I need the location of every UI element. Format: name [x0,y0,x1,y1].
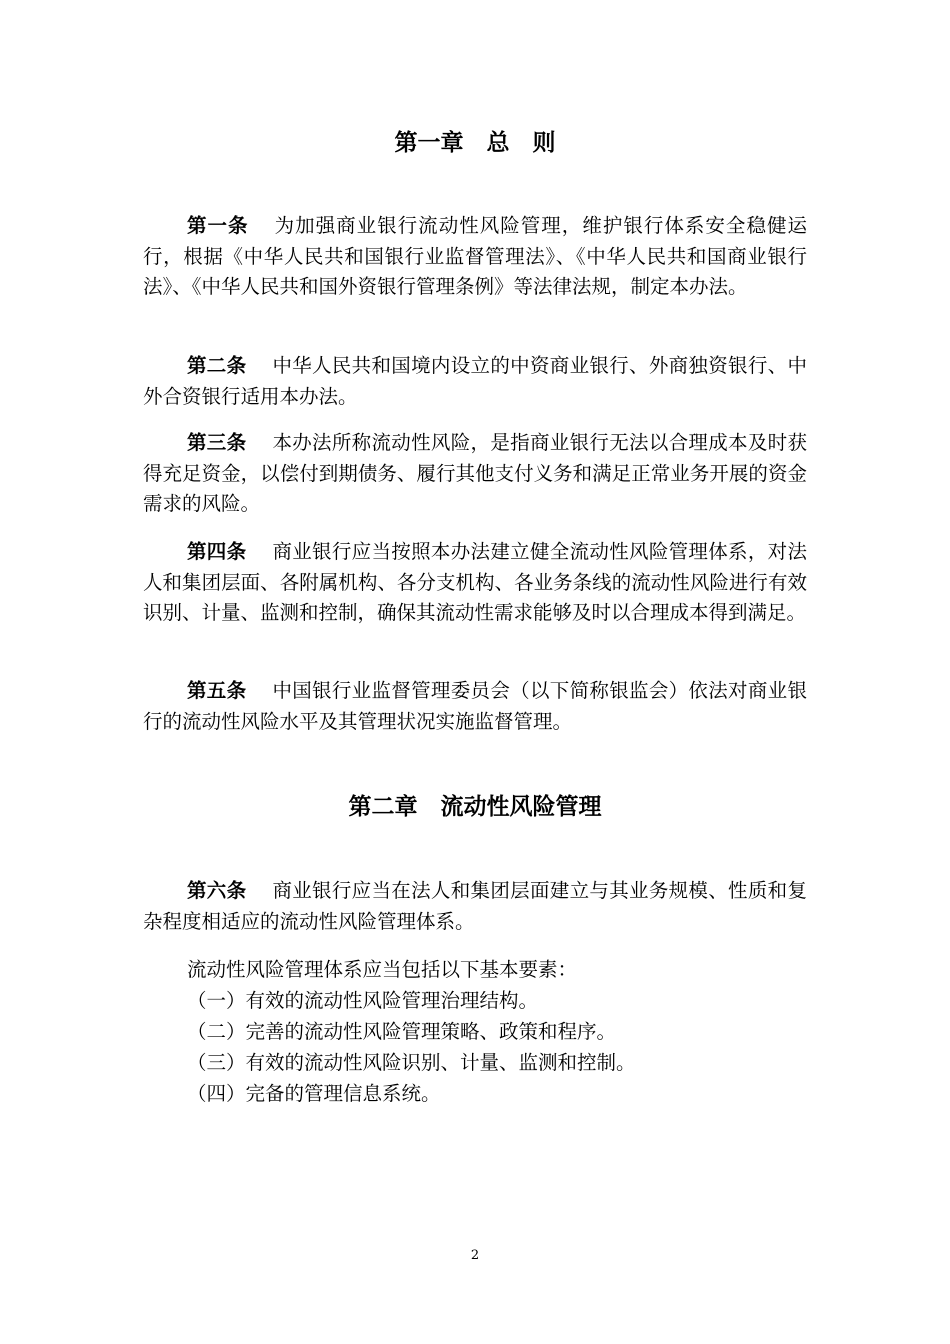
article-text: 商业银行应当在法人和集团层面建立与其业务规模、性质和复杂程度相适应的流动性风险管理体系。 [143,879,807,933]
article-text: 本办法所称流动性风险，是指商业银行无法以合理成本及时获得充足资金，以偿付到期债务、履行其他支付义务和满足正常业务开展的资金需求的风险。 [143,431,807,515]
chapter-title: 第一章 总 则 [394,130,556,156]
article-number: 第四条 [187,540,247,563]
list-item: （三）有效的流动性风险识别、计量、监测和控制。 [187,1051,636,1074]
elements-intro: 流动性风险管理体系应当包括以下基本要素： [187,958,578,981]
article-paragraph [143,676,807,737]
article-paragraph [143,537,807,629]
article-text: 中华人民共和国境内设立的中资商业银行、外商独资银行、中外合资银行适用本办法。 [143,354,807,408]
list-item: （二）完善的流动性风险管理策略、政策和程序。 [187,1020,617,1043]
article-number: 第一条 [187,214,249,237]
article-number: 第二条 [187,354,247,377]
article-number: 第五条 [187,679,247,702]
article-number: 第三条 [187,431,247,454]
article-text: 为加强商业银行流动性风险管理，维护银行体系安全稳健运行，根据《中华人民共和国银行业监督管理法》、《中华人民共和国商业银行法》、《中华人民共和国外资银行管理条例》等法律法规，制定本办法。 [143,214,807,298]
page-number: 2 [470,1248,480,1263]
article-paragraph [143,428,807,520]
article-paragraph [143,211,807,303]
article-text: 商业银行应当按照本办法建立健全流动性风险管理体系，对法人和集团层面、各附属机构、各分支机构、各业务条线的流动性风险进行有效识别、计量、监测和控制，确保其流动性需求能够及时以合理成本得到满足。 [143,540,807,624]
chapter-title: 第二章 流动性风险管理 [348,794,602,820]
article-text: 中国银行业监督管理委员会（以下简称银监会）依法对商业银行的流动性风险水平及其管理状况实施监督管理。 [143,679,807,733]
list-item: （一）有效的流动性风险管理治理结构。 [187,989,539,1012]
article-paragraph [143,876,807,937]
article-number: 第六条 [187,879,247,902]
article-paragraph [143,351,807,412]
list-item: （四）完备的管理信息系统。 [187,1082,441,1105]
